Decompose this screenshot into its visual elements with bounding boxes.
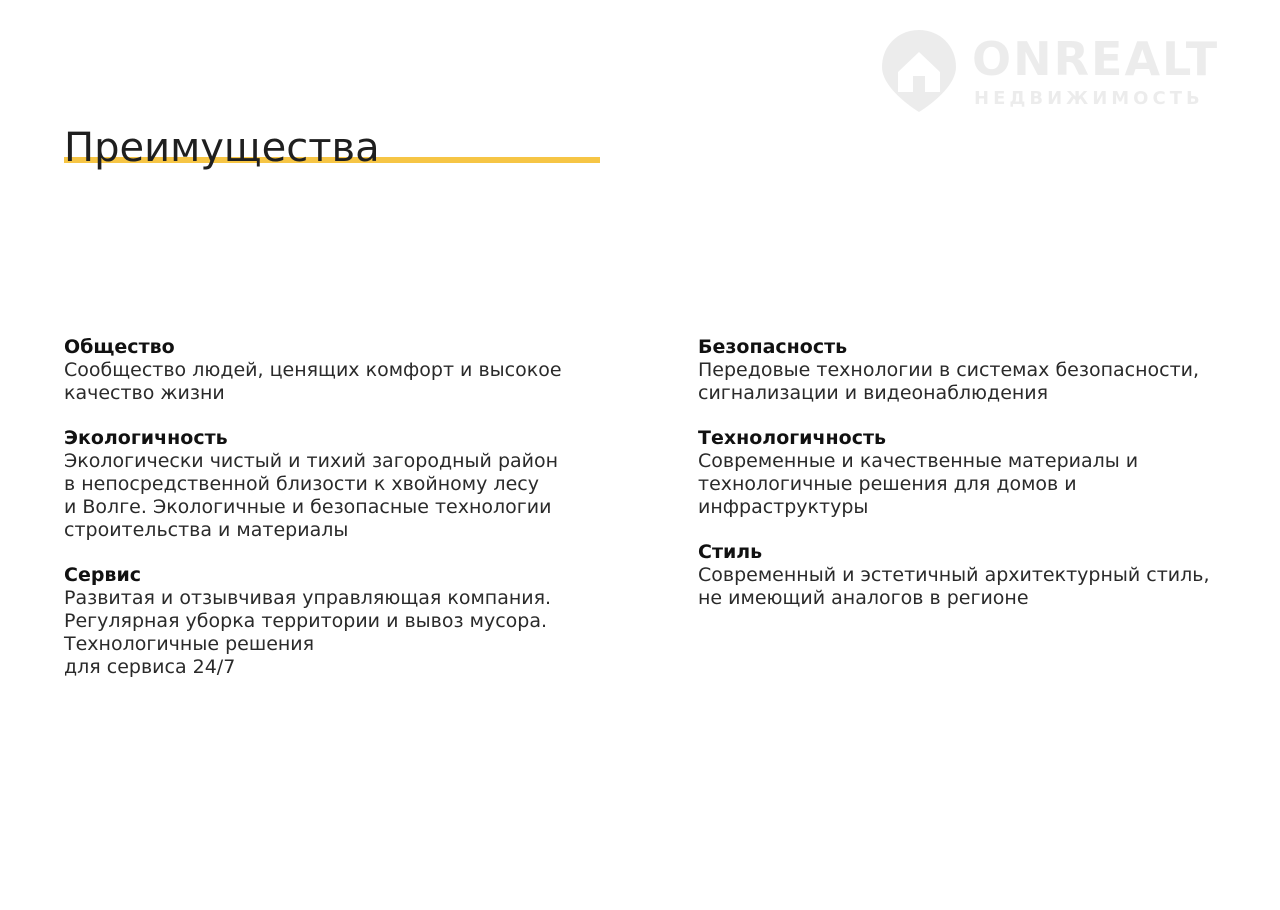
features-left-column <box>64 336 624 701</box>
feature-heading: Стиль <box>698 541 763 563</box>
feature-heading: Общество <box>64 336 175 358</box>
feature-heading: Сервис <box>64 564 142 586</box>
feature-text: Передовые технологии в системах безопасности, сигнализации и видеонаблюдения <box>698 359 1200 404</box>
onrealt-watermark-logo <box>876 26 1248 116</box>
watermark-brand: ONREALT <box>972 32 1220 86</box>
feature-text: Современный и эстетичный архитектурный стиль, не имеющий аналогов в регионе <box>698 564 1210 609</box>
feature-community <box>64 336 624 405</box>
feature-heading: Экологичность <box>64 427 228 449</box>
feature-text: Развитая и отзывчивая управляющая компания. Регулярная уборка территории и вывоз мусора. Технологичные решения для сервиса 24/7 <box>64 587 552 678</box>
feature-text: Сообщество людей, ценящих комфорт и высокое качество жизни <box>64 359 562 404</box>
feature-security <box>698 336 1258 405</box>
feature-service <box>64 564 624 679</box>
feature-technology <box>698 427 1258 519</box>
title-block <box>64 120 604 180</box>
feature-heading: Безопасность <box>698 336 848 358</box>
feature-text: Экологически чистый и тихий загородный район в непосредственной близости к хвойному лесу и Волге. Экологичные и безопасные технологии строительства и материалы <box>64 450 559 541</box>
feature-text: Современные и качественные материалы и технологичные решения для домов и инфраструктуры <box>698 450 1139 518</box>
watermark-subtitle: НЕДВИЖИМОСТЬ <box>974 88 1204 109</box>
feature-style <box>698 541 1258 610</box>
features-right-column <box>698 336 1258 632</box>
feature-ecology <box>64 427 624 542</box>
page-title: Преимущества <box>64 125 380 171</box>
house-pin-icon <box>876 26 962 116</box>
feature-heading: Технологичность <box>698 427 887 449</box>
